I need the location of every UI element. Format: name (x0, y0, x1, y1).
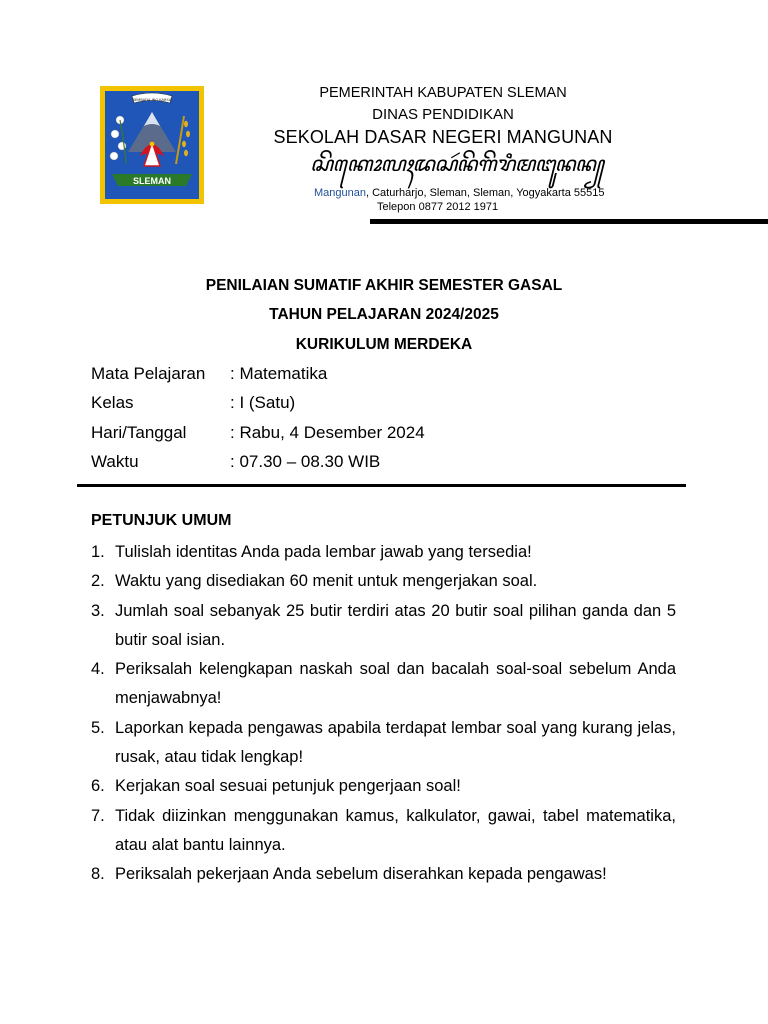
info-value: : Matematika (230, 364, 328, 383)
item-number: 3. (91, 601, 105, 620)
sleman-emblem-logo (100, 86, 204, 204)
academic-year: TAHUN PELAJARAN 2024/2025 (269, 306, 499, 323)
government-name: PEMERINTAH KABUPATEN SLEMAN (319, 85, 567, 101)
javanese-script-school-name: ꦱꦼꦏꦺꦴꦭꦃꦢꦱꦂꦤꦼꦒꦼꦫꦶꦩꦔꦸꦤꦤ꧀ (310, 152, 604, 176)
instructions-heading: PETUNJUK UMUM (91, 512, 232, 529)
address-place: Mangunan (314, 187, 366, 199)
list-item (91, 772, 676, 801)
item-number: 5. (91, 718, 105, 737)
item-text: Jumlah soal sebanyak 25 butir terdiri atas 20 butir soal pilihan ganda dan 5 butir soal isian. (115, 601, 676, 649)
info-label: Hari/Tanggal (91, 423, 187, 442)
info-value: : Rabu, 4 Desember 2024 (230, 423, 425, 442)
item-number: 6. (91, 777, 105, 796)
item-text: Tulislah identitas Anda pada lembar jawab yang tersedia! (115, 543, 532, 561)
svg-text:SEMBADA ING KARSA: SEMBADA ING KARSA (132, 98, 172, 102)
exam-title: PENILAIAN SUMATIF AKHIR SEMESTER GASAL (205, 277, 563, 294)
item-number: 2. (91, 572, 105, 591)
item-number: 8. (91, 865, 105, 884)
instructions-list (91, 538, 676, 890)
info-label: Kelas (91, 393, 134, 412)
item-text: Periksalah kelengkapan naskah soal dan bacalah soal-soal sebelum Anda menjawabnya! (115, 660, 676, 708)
list-item (91, 714, 676, 773)
svg-text:SLEMAN: SLEMAN (133, 176, 171, 186)
item-text: Waktu yang disediakan 60 menit untuk mengerjakan soal. (115, 572, 538, 591)
item-number: 1. (91, 543, 105, 561)
sleman-emblem-icon (100, 86, 204, 204)
item-text: Kerjakan soal sesuai petunjuk pengerjaan soal! (115, 777, 461, 796)
info-label: Waktu (91, 452, 139, 471)
item-number: 7. (91, 806, 105, 825)
curriculum-name: KURIKULUM MERDEKA (295, 336, 473, 353)
item-text: Periksalah pekerjaan Anda sebelum diserahkan kepada pengawas! (115, 865, 607, 884)
department-name: DINAS PENDIDIKAN (372, 106, 514, 123)
info-value: : 07.30 – 08.30 WIB (230, 452, 381, 471)
item-text: Laporkan kepada pengawas apabila terdapat lembar soal yang kurang jelas, rusak, atau tidak lengkap! (115, 718, 676, 767)
info-value: : I (Satu) (230, 393, 296, 412)
school-name: SEKOLAH DASAR NEGERI MANGUNAN (273, 127, 613, 147)
list-item (91, 655, 676, 714)
school-phone: Telepon 0877 2012 1971 (377, 201, 499, 213)
item-number: 4. (91, 660, 105, 679)
list-item (91, 538, 676, 567)
list-item (91, 860, 676, 889)
section-divider (77, 484, 686, 487)
list-item (91, 597, 676, 656)
list-item (91, 567, 676, 596)
info-label: Mata Pelajaran (91, 364, 206, 383)
list-item (91, 802, 676, 861)
header-divider (370, 219, 768, 224)
item-text: Tidak diizinkan menggunakan kamus, kalkulator, gawai, tabel matematika, atau alat bantu lainnya. (115, 806, 676, 854)
address-rest: , Caturharjo, Sleman, Sleman, Yogyakarta 55515 (366, 187, 605, 199)
school-address (314, 187, 604, 199)
